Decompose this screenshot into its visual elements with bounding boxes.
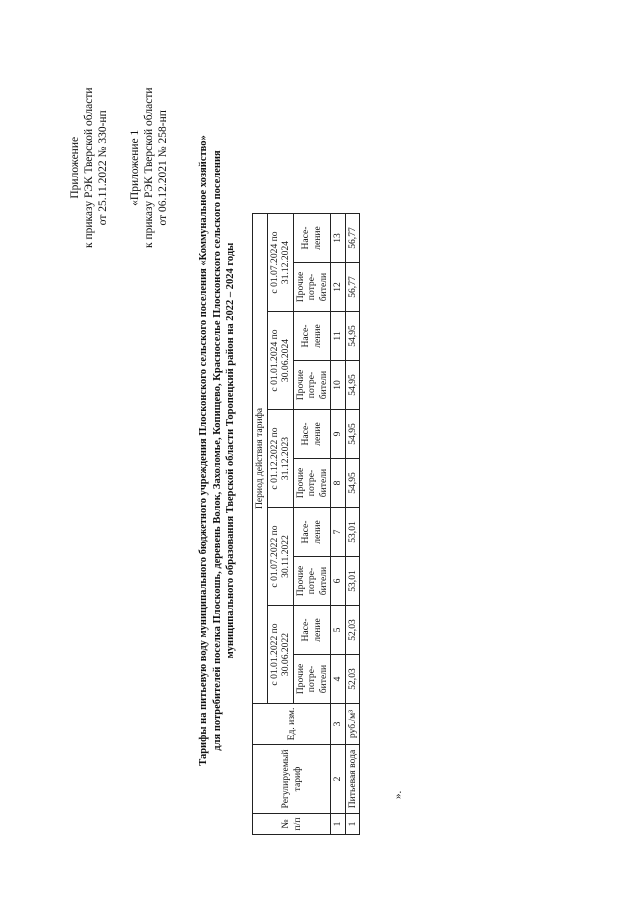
period-2: с 01.07.2022 по 30.11.2022 xyxy=(267,508,293,606)
document-title xyxy=(197,58,238,843)
tariff-value: 52,03 xyxy=(345,655,360,704)
tariff-table xyxy=(252,213,360,835)
column-number: 4 xyxy=(331,655,346,704)
col-tariff-header: Регулируемый тариф xyxy=(253,745,331,814)
tariff-value: 53,01 xyxy=(345,508,360,557)
attachment-line-3: от 25.11.2022 № 330-нп xyxy=(97,110,109,226)
tariff-value: 54,95 xyxy=(345,312,360,361)
column-number: 2 xyxy=(331,745,346,814)
prior-attachment-header xyxy=(128,88,170,249)
column-number: 9 xyxy=(331,410,346,459)
column-number: 12 xyxy=(331,263,346,312)
period-5: с 01.07.2024 по 31.12.2024 xyxy=(267,214,293,312)
prior-attachment-line-1: «Приложение 1 xyxy=(129,129,141,206)
other-consumers-label: Прочие потре- бители xyxy=(293,459,331,508)
prior-attachment-line-2: к приказу РЭК Тверской области xyxy=(143,87,155,248)
attachment-header xyxy=(68,88,110,249)
column-number-row xyxy=(331,214,346,835)
title-line-1: Тарифы на питьевую воду муниципального бюджетного учреждения Плосконского сельского поселения «Коммунальное хозяйство» xyxy=(198,135,209,766)
column-number: 5 xyxy=(331,606,346,655)
tariff-value: 56,77 xyxy=(345,214,360,263)
other-consumers-label: Прочие потре- бители xyxy=(293,361,331,410)
period-4: с 01.01.2024 по 30.06.2024 xyxy=(267,312,293,410)
population-label: Насе- ление xyxy=(293,214,331,263)
tariff-name: Питьевая вода xyxy=(345,745,360,814)
table-row xyxy=(345,214,360,835)
column-number: 6 xyxy=(331,557,346,606)
column-number: 13 xyxy=(331,214,346,263)
column-number: 1 xyxy=(331,814,346,835)
prior-attachment-line-3: от 06.12.2021 № 258-нп xyxy=(157,110,169,226)
column-number: 7 xyxy=(331,508,346,557)
column-number: 10 xyxy=(331,361,346,410)
table-header-row xyxy=(253,214,268,835)
tariff-value: 53,01 xyxy=(345,557,360,606)
column-number: 3 xyxy=(331,704,346,745)
tariff-value: 54,95 xyxy=(345,361,360,410)
population-label: Насе- ление xyxy=(293,606,331,655)
tariff-value: 54,95 xyxy=(345,410,360,459)
period-3: с 01.12.2022 по 31.12.2023 xyxy=(267,410,293,508)
col-num-header: № п/п xyxy=(253,814,331,835)
tariff-value: 52,03 xyxy=(345,606,360,655)
other-consumers-label: Прочие потре- бители xyxy=(293,263,331,312)
other-consumers-label: Прочие потре- бители xyxy=(293,557,331,606)
population-label: Насе- ление xyxy=(293,312,331,361)
attachment-line-1: Приложение xyxy=(69,136,81,199)
row-number: 1 xyxy=(345,814,360,835)
tariff-value: 54,95 xyxy=(345,459,360,508)
period-1: с 01.01.2022 по 30.06.2022 xyxy=(267,606,293,704)
column-number: 8 xyxy=(331,459,346,508)
unit: руб./м³ xyxy=(345,704,360,745)
other-consumers-label: Прочие потре- бители xyxy=(293,655,331,704)
period-header: Период действия тарифа xyxy=(253,214,268,704)
population-label: Насе- ление xyxy=(293,410,331,459)
col-unit-header: Ед. изм. xyxy=(253,704,331,745)
closing-quote: ». xyxy=(392,790,404,799)
title-line-3: муниципального образования Тверской области Торопецкий район на 2022 – 2024 годы xyxy=(225,242,236,659)
column-number: 11 xyxy=(331,312,346,361)
attachment-line-2: к приказу РЭК Тверской области xyxy=(83,87,95,248)
population-label: Насе- ление xyxy=(293,508,331,557)
title-line-2: для потребителей поселка Плоскошь, деревень Волок, Захоломье, Копищево, Красноселье Плосконского сельского поселения xyxy=(211,150,223,751)
tariff-value: 56,77 xyxy=(345,263,360,312)
